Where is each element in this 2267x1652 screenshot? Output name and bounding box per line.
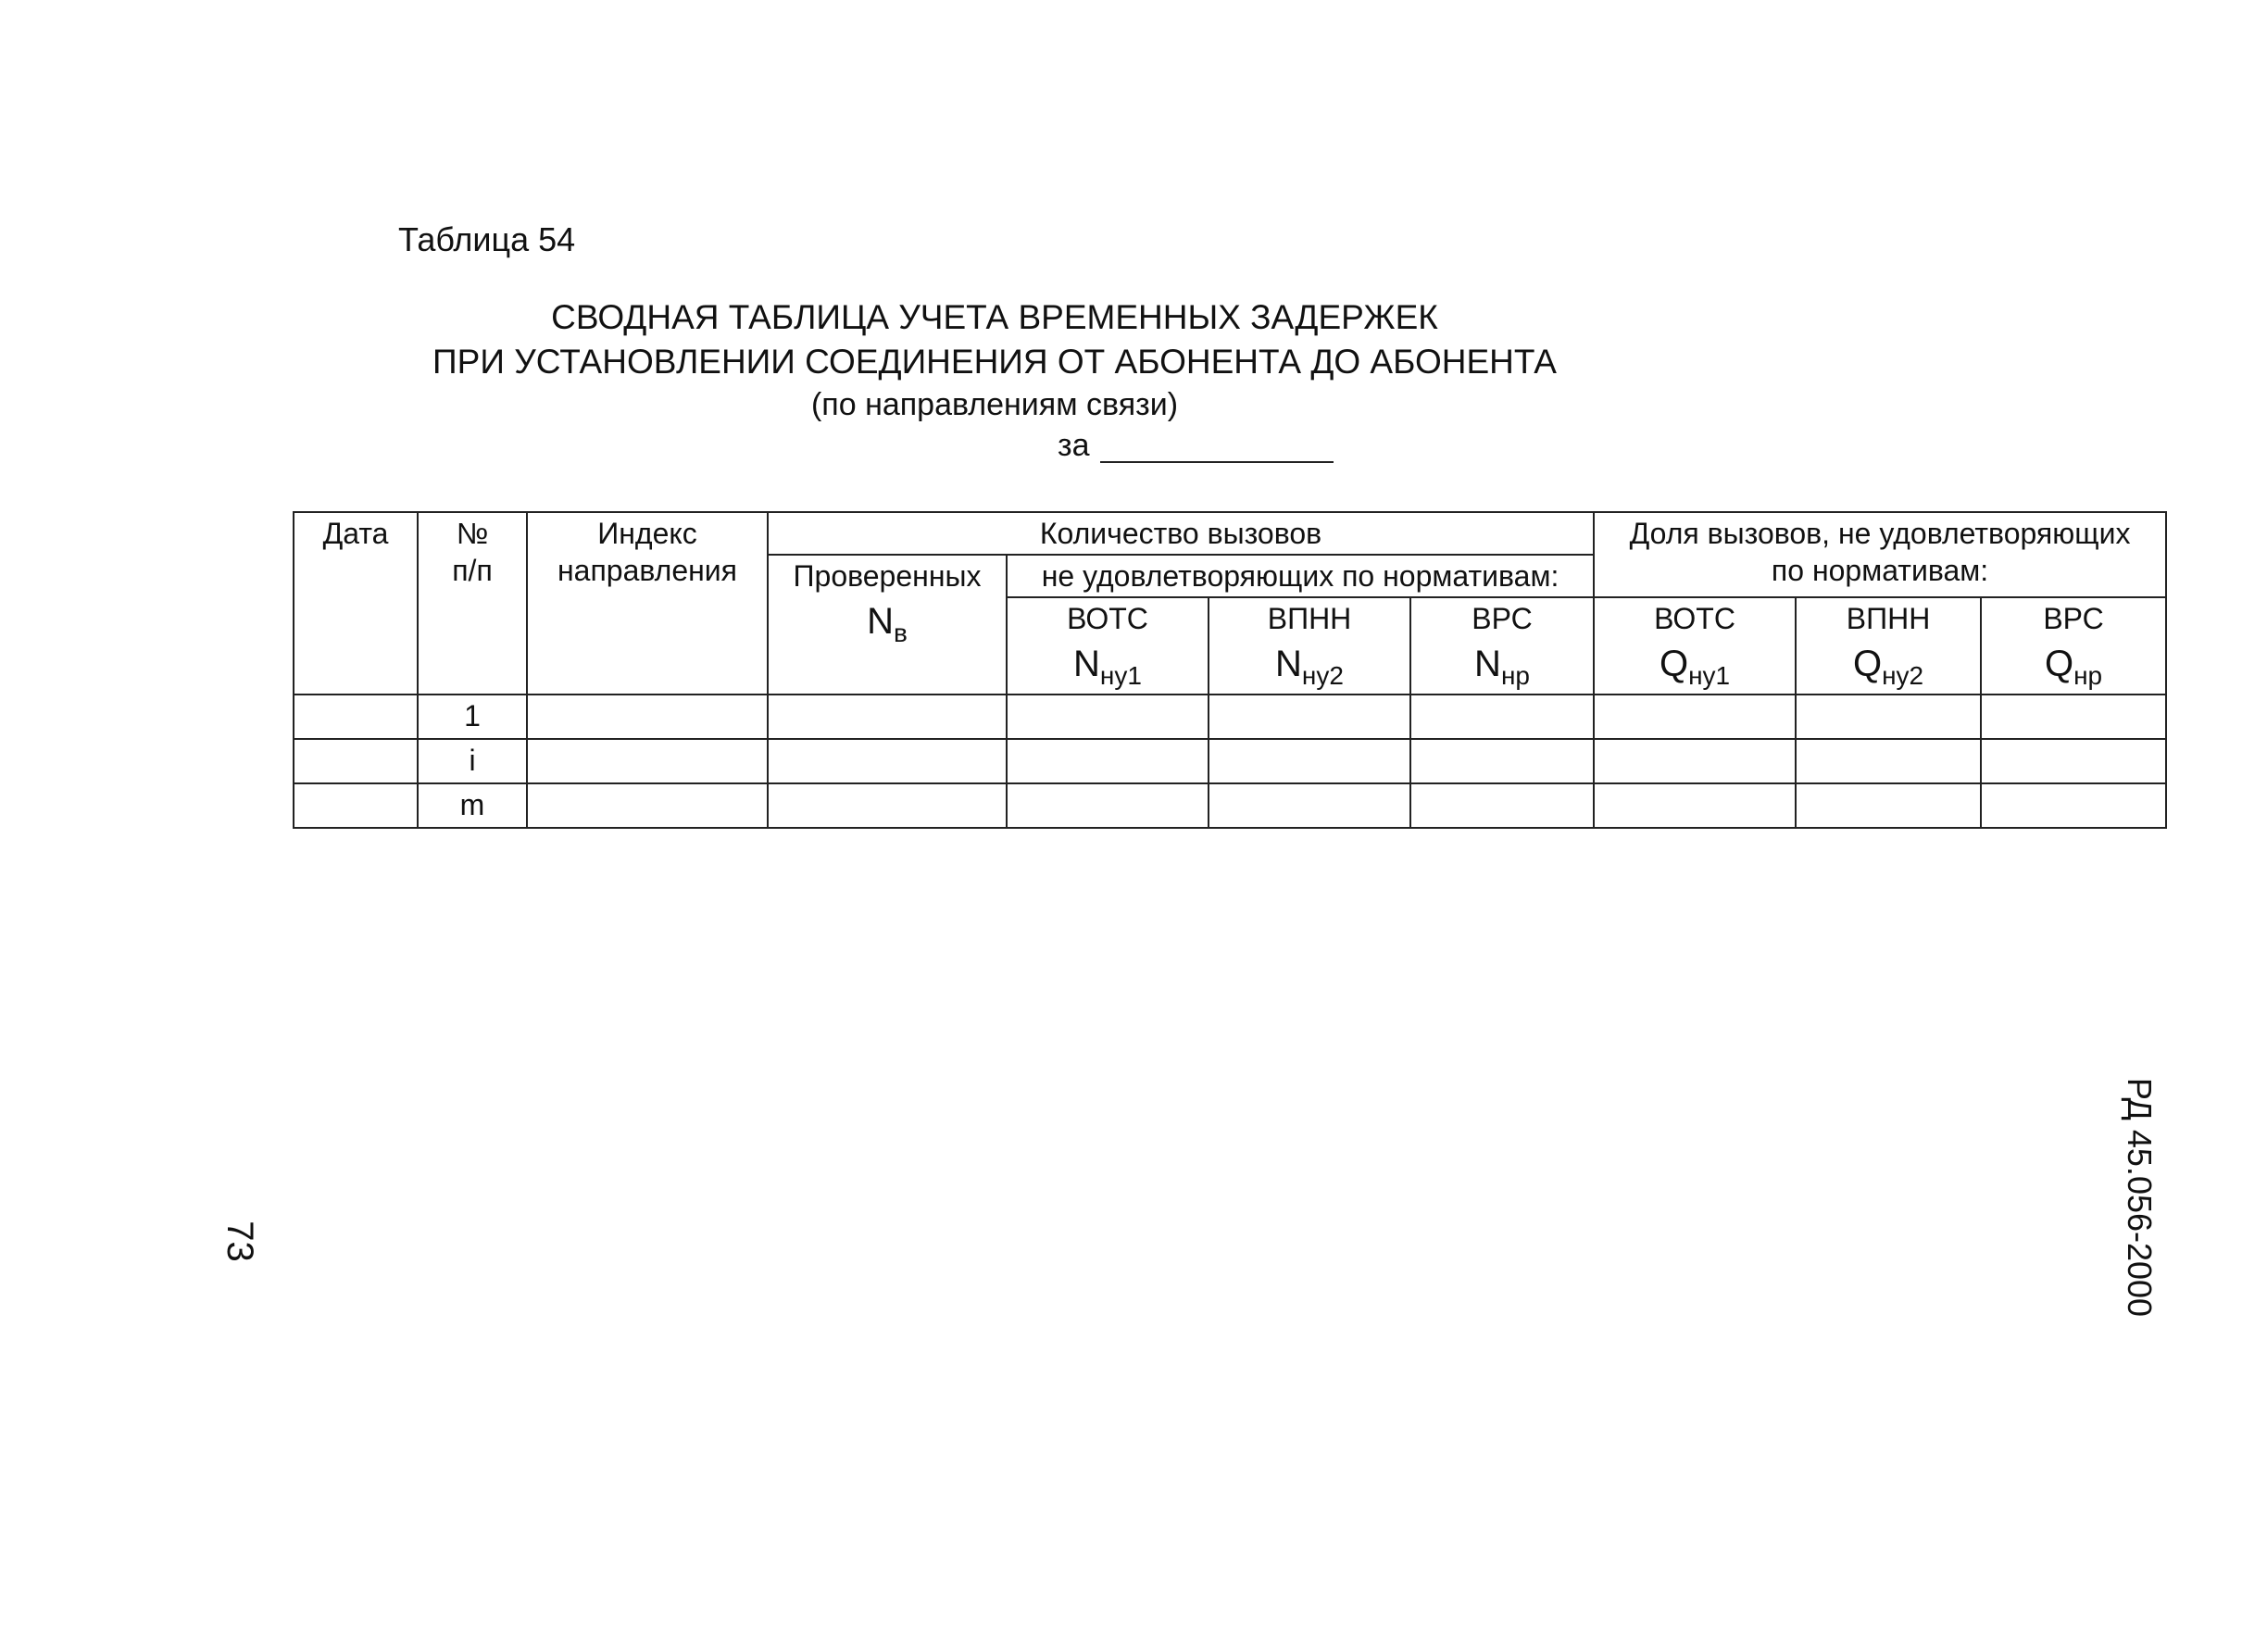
header-direction-index: Индекс направления [527, 512, 768, 695]
header-checked: Проверенных $N_в$ [768, 555, 1007, 695]
page-number: 73 [219, 1220, 260, 1262]
table-row [294, 695, 2166, 739]
table-number-label: Таблица 54 [398, 220, 576, 258]
header-col-q-votc: ВОТС $Q_{ну1}$ [1594, 597, 1796, 695]
header-col-n-votc: ВОТС $N_{ну1}$ [1007, 597, 1209, 695]
table-title-line3: (по направлениям связи) [810, 387, 1179, 422]
row-number: m [418, 783, 527, 828]
header-date: Дата [294, 512, 418, 695]
table-title-line1: СВОДНАЯ ТАБЛИЦА УЧЕТА ВРЕМЕННЫХ ЗАДЕРЖЕК [551, 298, 1438, 336]
header-col-q-vpnn: ВПНН $Q_{ну2}$ [1796, 597, 1981, 695]
header-not-meeting: не удовлетворяющих по нормативам: [1007, 555, 1594, 597]
header-col-n-vrs: ВРС $N_{нр}$ [1410, 597, 1594, 695]
header-col-n-vpnn: ВПНН $N_{ну2}$ [1209, 597, 1410, 695]
period-blank-line [1100, 461, 1334, 463]
table-row [294, 783, 2166, 828]
document-code: РД 45.056-2000 [2121, 1077, 2159, 1318]
summary-table [293, 511, 2167, 829]
row-number: 1 [418, 695, 527, 739]
header-calls-count: Количество вызовов [768, 512, 1594, 555]
table-row [294, 739, 2166, 783]
header-col-q-vrs: ВРС $Q_{нр}$ [1981, 597, 2166, 695]
table-title-line2: ПРИ УСТАНОВЛЕНИИ СОЕДИНЕНИЯ ОТ АБОНЕНТА ДО АБОНЕНТА [432, 343, 1557, 381]
period-label: за [1058, 428, 1090, 463]
row-number: i [418, 739, 527, 783]
header-row-1 [294, 512, 2166, 555]
header-number: № п/п [418, 512, 527, 695]
header-share-calls: Доля вызовов, не удовлетворяющих по нормативам: [1594, 512, 2166, 597]
